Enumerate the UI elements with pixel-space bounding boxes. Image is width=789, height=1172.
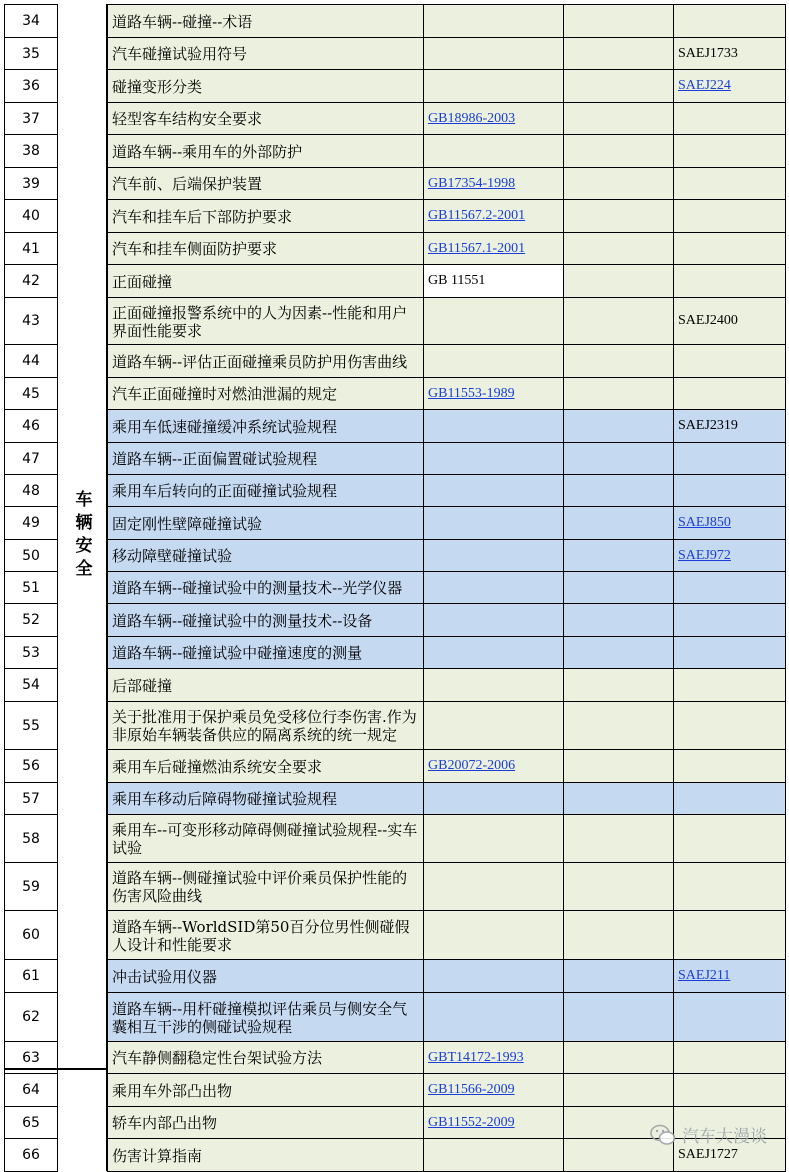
row-number: 59 [4, 862, 58, 911]
standard-name-text: 乘用车低速碰撞缓冲系统试验规程 [112, 417, 338, 436]
row-number: 50 [4, 539, 58, 572]
standard-name-text: 道路车辆--WorldSID第50百分位男性侧碰假人设计和性能要求 [112, 917, 410, 954]
gb-standard-cell [423, 167, 564, 200]
gb-standard-cell [423, 1106, 564, 1139]
standard-name-text: 固定刚性壁障碰撞试验 [112, 514, 263, 533]
standard-name-text: 关于批准用于保护乘员免受移位行李伤害.作为非原始车辆装备供应的隔离系统的统一规定 [112, 708, 417, 744]
sae-standard-cell [673, 701, 786, 750]
standard-name-text: 道路车辆--用杆碰撞模拟评估乘员与侧安全气囊相互干涉的侧碰试验规程 [112, 999, 408, 1036]
sae-standard-cell [673, 1041, 786, 1074]
standard-name-text: 乘用车后转向的正面碰撞试验规程 [112, 482, 338, 500]
standard-name-text: 道路车辆--碰撞试验中的测量技术--设备 [112, 611, 373, 630]
section-divider [4, 1068, 107, 1070]
sae-standard-cell [673, 232, 786, 265]
gb-standard-cell [423, 701, 564, 750]
gb-standard-cell [423, 636, 564, 669]
sae-standard-cell [673, 539, 786, 572]
row-number: 47 [4, 442, 58, 475]
sae-standard-cell [673, 297, 786, 345]
sae-standard-cell [673, 782, 786, 815]
wechat-icon [650, 1124, 676, 1146]
standard-name [107, 232, 424, 265]
row-number: 56 [4, 749, 58, 783]
standard-name-text: 道路车辆--评估正面碰撞乘员防护用伤害曲线 [112, 352, 408, 371]
standard-name-text: 乘用车移动后障碍物碰撞试验规程 [112, 790, 338, 808]
sae-standard-cell [673, 474, 786, 507]
sae-standard-cell [673, 4, 786, 38]
row-number: 46 [4, 409, 58, 443]
standard-name-text: 道路车辆--碰撞试验中碰撞速度的测量 [112, 644, 363, 662]
row-number: 64 [4, 1073, 58, 1107]
sae-standard-link[interactable]: SAEJ972 [678, 547, 731, 563]
empty-cell [563, 782, 674, 815]
row-number: 61 [4, 959, 58, 993]
standard-name-text: 道路车辆--侧碰撞试验中评价乘员保护性能的伤害风险曲线 [112, 869, 408, 905]
gb-standard-cell [423, 506, 564, 540]
row-number: 48 [4, 474, 58, 507]
empty-cell [563, 442, 674, 475]
empty-cell [563, 992, 674, 1042]
standard-name-text: 正面碰撞 [112, 272, 173, 291]
empty-cell [563, 1073, 674, 1107]
sae-standard-cell [673, 1073, 786, 1107]
sae-standard-cell [673, 862, 786, 911]
standard-name [107, 134, 424, 168]
standard-name [107, 636, 424, 669]
gb-standard-cell [423, 377, 564, 410]
gb-standard-cell [423, 409, 564, 443]
row-number: 63 [4, 1041, 58, 1074]
standard-name-text: 汽车碰撞试验用符号 [112, 45, 248, 63]
standard-name-text: 道路车辆--碰撞试验中的测量技术--光学仪器 [112, 579, 403, 597]
standard-name [107, 69, 424, 103]
empty-cell [563, 264, 674, 298]
gb-standard-cell [423, 749, 564, 783]
standard-name [107, 571, 424, 604]
sae-standard-cell [673, 992, 786, 1042]
standard-name-text: 道路车辆--正面偏置碰试验规程 [112, 450, 318, 468]
gb-standard-cell [423, 1041, 564, 1074]
row-number: 43 [4, 297, 58, 345]
sae-standard-cell [673, 910, 786, 960]
row-number: 45 [4, 377, 58, 410]
empty-cell [563, 910, 674, 960]
gb-standard-cell [423, 134, 564, 168]
row-number: 51 [4, 571, 58, 604]
standard-name-text: 汽车和挂车后下部防护要求 [112, 207, 293, 226]
gb-standard-cell [423, 668, 564, 702]
standard-name [107, 4, 424, 38]
sae-standard-cell [673, 814, 786, 863]
standard-name [107, 199, 424, 233]
standard-name [107, 442, 424, 475]
standard-name-text: 正面碰撞报警系统中的人为因素--性能和用户界面性能要求 [112, 303, 408, 340]
gb-standard-cell [423, 199, 564, 233]
sae-standard-cell [673, 264, 786, 298]
sae-standard-link[interactable]: SAEJ211 [678, 968, 731, 983]
watermark [650, 1122, 767, 1147]
sae-standard-cell [673, 167, 786, 200]
empty-cell [563, 474, 674, 507]
standard-name [107, 992, 424, 1042]
sae-standard-cell [673, 668, 786, 702]
standard-name [107, 37, 424, 70]
standard-name [107, 603, 424, 637]
empty-cell [563, 1041, 674, 1074]
standard-name [107, 377, 424, 410]
standard-name [107, 409, 424, 443]
row-number: 66 [4, 1138, 58, 1172]
gb-standard-cell [423, 102, 564, 135]
gb-standard-cell [423, 264, 564, 298]
standard-name [107, 862, 424, 911]
gb-standard-link[interactable]: GB18986-2003 [428, 110, 516, 126]
empty-cell [563, 701, 674, 750]
gb-standard-link[interactable]: GBT14172-1993 [428, 1049, 524, 1065]
standard-name-text: 汽车正面碰撞时对燃油泄漏的规定 [112, 385, 338, 403]
row-number: 42 [4, 264, 58, 298]
empty-cell [563, 377, 674, 410]
gb-standard-link[interactable]: GB11566-2009 [428, 1082, 515, 1097]
standard-name-text: 汽车前、后端保护装置 [112, 175, 263, 193]
gb-standard-cell [423, 782, 564, 815]
watermark-text: 汽车大漫谈 [682, 1127, 767, 1147]
row-number: 55 [4, 701, 58, 750]
empty-cell [563, 344, 674, 378]
empty-cell [563, 4, 674, 38]
row-number: 44 [4, 344, 58, 378]
empty-cell [563, 539, 674, 572]
empty-cell [563, 959, 674, 993]
gb-standard-cell [423, 539, 564, 572]
standard-name-text: 乘用车外部凸出物 [112, 1081, 233, 1100]
gb-standard-cell [423, 1138, 564, 1172]
standard-name [107, 539, 424, 572]
sae-standard-cell [673, 749, 786, 783]
sae-standard-cell [673, 377, 786, 410]
row-number: 57 [4, 782, 58, 815]
sae-standard-cell [673, 199, 786, 233]
sae-standard-link[interactable]: SAEJ224 [678, 78, 731, 93]
standard-name [107, 506, 424, 540]
gb-standard-link[interactable]: GB17354-1998 [428, 175, 516, 191]
empty-cell [563, 102, 674, 135]
empty-cell [563, 668, 674, 702]
empty-cell [563, 297, 674, 345]
row-number: 35 [4, 37, 58, 70]
sae-standard-cell [673, 636, 786, 669]
standard-name [107, 782, 424, 815]
empty-cell [563, 814, 674, 863]
gb-standard-cell [423, 69, 564, 103]
row-number: 54 [4, 668, 58, 702]
sae-standard-text: SAEJ2319 [678, 418, 738, 433]
gb-standard-text: GB 11551 [428, 273, 486, 288]
gb-standard-cell [423, 4, 564, 38]
sae-standard-cell [673, 134, 786, 168]
empty-cell [563, 409, 674, 443]
sae-standard-cell [673, 409, 786, 443]
gb-standard-link[interactable]: GB11552-2009 [428, 1114, 515, 1130]
sae-standard-text: SAEJ2400 [678, 313, 738, 328]
standard-name [107, 814, 424, 863]
sae-standard-cell [673, 37, 786, 70]
sae-standard-text: SAEJ1733 [678, 45, 738, 61]
row-number: 60 [4, 910, 58, 960]
empty-cell [563, 749, 674, 783]
row-number: 41 [4, 232, 58, 265]
gb-standard-link[interactable]: GB11567.1-2001 [428, 240, 526, 256]
row-number: 49 [4, 506, 58, 540]
category-cell [57, 4, 107, 1068]
sae-standard-cell [673, 603, 786, 637]
row-number: 62 [4, 992, 58, 1042]
gb-standard-cell [423, 344, 564, 378]
standard-name-text: 汽车静侧翻稳定性台架试验方法 [112, 1049, 323, 1067]
sae-standard-cell [673, 571, 786, 604]
empty-cell [563, 167, 674, 200]
empty-cell [563, 232, 674, 265]
standard-name-text: 道路车辆--碰撞--术语 [112, 12, 253, 31]
gb-standard-cell [423, 37, 564, 70]
category-cell-empty [57, 1068, 107, 1171]
standard-name-text: 轿车内部凸出物 [112, 1114, 218, 1132]
gb-standard-link[interactable]: GB11567.2-2001 [428, 208, 526, 223]
empty-cell [563, 603, 674, 637]
gb-standard-cell [423, 603, 564, 637]
standard-name-text: 移动障壁碰撞试验 [112, 547, 233, 565]
row-number: 58 [4, 814, 58, 863]
empty-cell [563, 636, 674, 669]
standard-name [107, 344, 424, 378]
standard-name-text: 伤害计算指南 [112, 1146, 203, 1165]
empty-cell [563, 571, 674, 604]
gb-standard-cell [423, 814, 564, 863]
gb-standard-cell [423, 571, 564, 604]
standard-name [107, 1106, 424, 1139]
gb-standard-cell [423, 232, 564, 265]
sae-standard-cell [673, 442, 786, 475]
row-number: 52 [4, 603, 58, 637]
row-number: 65 [4, 1106, 58, 1139]
empty-cell [563, 69, 674, 103]
standard-name [107, 749, 424, 783]
standard-name [107, 1073, 424, 1107]
gb-standard-cell [423, 992, 564, 1042]
empty-cell [563, 134, 674, 168]
standard-name [107, 959, 424, 993]
gb-standard-cell [423, 910, 564, 960]
gb-standard-cell [423, 442, 564, 475]
gb-standard-cell [423, 959, 564, 993]
standard-name [107, 297, 424, 345]
sae-standard-link[interactable]: SAEJ850 [678, 515, 731, 530]
gb-standard-cell [423, 474, 564, 507]
standard-name [107, 474, 424, 507]
standard-name-text: 道路车辆--乘用车的外部防护 [112, 142, 303, 161]
category-label: 车辆安全 [71, 490, 92, 582]
row-number: 37 [4, 102, 58, 135]
sae-standard-cell [673, 959, 786, 993]
gb-standard-link[interactable]: GB20072-2006 [428, 758, 516, 773]
standard-name-text: 碰撞变形分类 [112, 77, 203, 96]
gb-standard-link[interactable]: GB11553-1989 [428, 385, 515, 401]
gb-standard-cell [423, 297, 564, 345]
standard-name-text: 轻型客车结构安全要求 [112, 110, 263, 128]
sae-standard-cell [673, 506, 786, 540]
empty-cell [563, 862, 674, 911]
row-number: 40 [4, 199, 58, 233]
row-number: 38 [4, 134, 58, 168]
standard-name [107, 264, 424, 298]
row-number: 36 [4, 69, 58, 103]
standard-name-text: 汽车和挂车侧面防护要求 [112, 240, 278, 258]
gb-standard-cell [423, 862, 564, 911]
standard-name-text: 乘用车后碰撞燃油系统安全要求 [112, 757, 323, 776]
sae-standard-cell [673, 69, 786, 103]
standard-name-text: 冲击试验用仪器 [112, 967, 218, 986]
row-number: 53 [4, 636, 58, 669]
standard-name [107, 668, 424, 702]
standard-name [107, 701, 424, 750]
standard-name-text: 乘用车--可变形移动障碍侧碰撞试验规程--实车试验 [112, 821, 418, 857]
row-number: 34 [4, 4, 58, 38]
empty-cell [563, 37, 674, 70]
empty-cell [563, 506, 674, 540]
standard-name [107, 1041, 424, 1074]
sae-standard-cell [673, 102, 786, 135]
standard-name-text: 后部碰撞 [112, 676, 173, 695]
empty-cell [563, 199, 674, 233]
sae-standard-cell [673, 344, 786, 378]
standard-name [107, 910, 424, 960]
standard-name [107, 1138, 424, 1172]
standard-name [107, 167, 424, 200]
standard-name [107, 102, 424, 135]
gb-standard-cell [423, 1073, 564, 1107]
row-number: 39 [4, 167, 58, 200]
sae-standard-text: SAEJ1727 [678, 1147, 738, 1162]
